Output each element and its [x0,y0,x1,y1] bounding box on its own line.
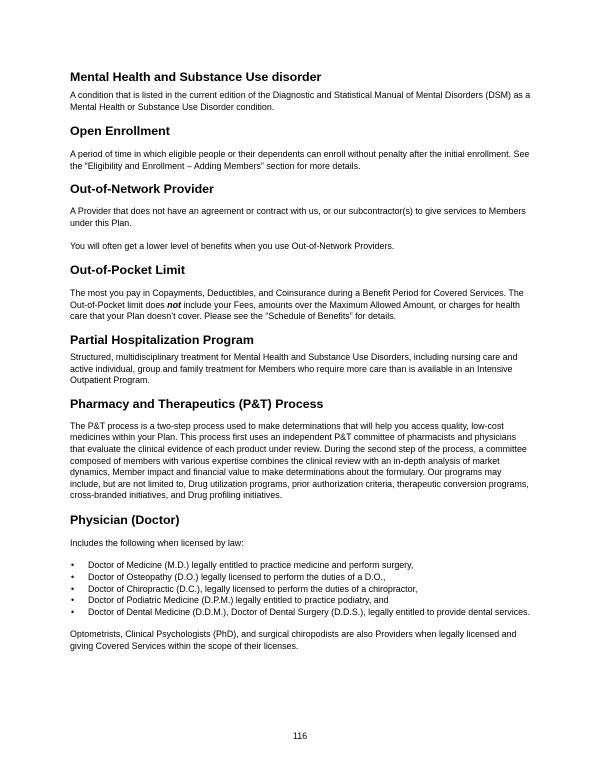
bullet-icon: • [71,583,75,594]
heading-pt-process: Pharmacy and Therapeutics (P&T) Process [70,396,324,411]
oop-text-b: include your Fees, amounts over the Maximum Allowed Amount, or charges for health care that your Plan doesn’t cover. Please see the “Schedule of Benefits” for details. [70,299,520,322]
heading-oop-limit: Out-of-Pocket Limit [70,263,185,278]
oop-emphasis: not [167,299,181,310]
paragraph-pt-process: The P&T process is a two-step process used to make determinations that will help you access quality, low-cost medicines within your Plan. This process first uses an independent P&T committee of pharmacists and physicians that evaluate the clinical evidence of each product under review. During the second step of the process, a committee composed of members with various expertise combines the clinical review with an in-depth analysis of market dynamics, Member impact and financial value to make determinations about the formulary. Our programs may include, but are not limited to, Drug utilization programs, prior authorization criteria, therapeutic conversion programs, cross-branded initiatives, and Drug profiling initiatives. [70,420,529,501]
bullet-icon: • [71,560,75,571]
heading-out-of-network: Out-of-Network Provider [70,182,214,197]
paragraph-out-of-network-2: You will often get a lower level of benefits when you use Out-of-Network Providers. [70,240,395,251]
paragraph-oop-limit [70,288,532,323]
page-number: 116 [292,731,308,741]
heading-mental-health: Mental Health and Substance Use disorder [70,70,322,84]
paragraph-physician-outro: Optometrists, Clinical Psychologists (PhD), and surgical chiropodists are also Providers when legally licensed and giving Covered Services within the scope of their licenses. [70,629,517,652]
paragraph-mental-health: A condition that is listed in the current edition of the Diagnostic and Statistical Manual of Mental Disorders (DSM) as a Mental Health or Substance Use Disorder condition. [70,90,531,112]
heading-physician: Physician (Doctor) [70,512,180,527]
list-item: • Doctor of Osteopathy (D.O.) legally licensed to perform the duties of a D.O., [71,572,386,583]
heading-partial-hospitalization: Partial Hospitalization Program [70,332,254,347]
list-item: • Doctor of Chiropractic (D.C.), legally licensed to perform the duties of a chiropractor, [71,583,418,594]
list-item: • Doctor of Medicine (M.D.) legally entitled to practice medicine and perform surgery, [71,560,414,571]
paragraph-physician-intro: Includes the following when licensed by law: [70,537,244,548]
paragraph-partial-hospitalization: Structured, multidisciplinary treatment for Mental Health and Substance Use Disorders, including nursing care and active individual, group and family treatment for Members who require more care than is available in an Intensive Outpatient Program. [70,351,518,386]
bullet-icon: • [71,606,75,617]
bullet-icon: • [71,572,75,583]
bullet-icon: • [71,595,75,606]
paragraph-out-of-network-1: A Provider that does not have an agreement or contract with us, or our subcontractor(s) to give services to Members under this Plan. [70,206,526,228]
document-page [70,70,532,653]
list-item: • Doctor of Podiatric Medicine (D.P.M.) legally entitled to practice podiatry, and [71,595,389,606]
physician-list [70,560,532,618]
oop-text-a: The most you pay in Copayments, Deductibles, and Coinsurance during a Benefit Period for Covered Services. The Out-of-Pocket limit does [70,288,524,310]
paragraph-open-enrollment: A period of time in which eligible people or their dependents can enroll without penalty after the initial enrollment. See the “Eligibility and Enrollment – Adding Members” section for more details. [70,149,530,171]
heading-open-enrollment: Open Enrollment [70,124,170,139]
list-item: • Doctor of Dental Medicine (D.D.M.), Doctor of Dental Surgery (D.D.S.), legally entitled to provide dental services. [71,606,530,617]
